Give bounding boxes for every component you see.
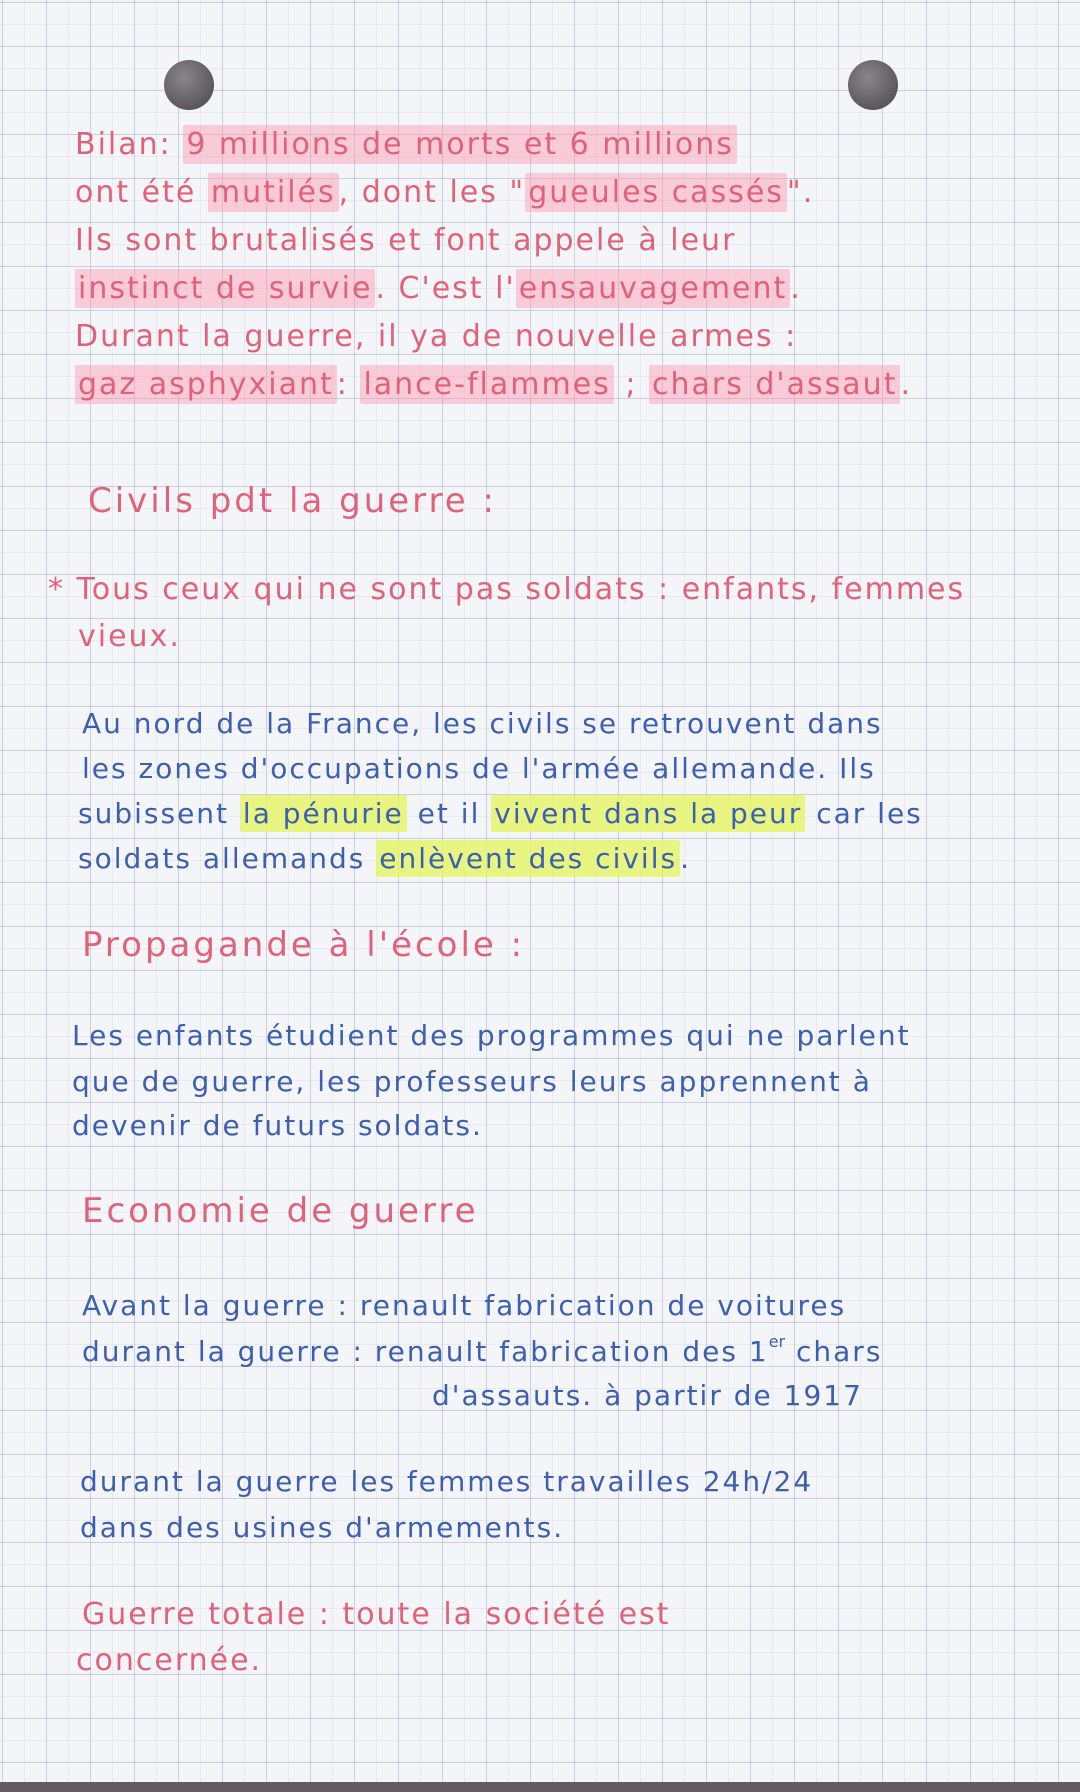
- bilan-text: . C'est l': [375, 271, 516, 306]
- bilan-text: Ils sont brutalisés et font appele à leur: [75, 223, 737, 258]
- propagande-line-3: devenir de futurs soldats.: [72, 1109, 483, 1142]
- guerre-totale-line-1: Guerre totale : toute la société est: [82, 1597, 671, 1632]
- civils-text: car les: [805, 797, 923, 830]
- civils-paragraph-line-1: Au nord de la France, les civils se retrouvent dans: [82, 707, 883, 740]
- bilan-highlight-ensauvagement: ensauvagement: [516, 269, 791, 308]
- economie-line-4: durant la guerre les femmes travailles 24h/24: [80, 1465, 814, 1498]
- bilan-line-3: [75, 223, 737, 258]
- economie-text: durant la guerre : renault fabrication des 1: [82, 1335, 769, 1368]
- bilan-text: ont été: [75, 175, 208, 210]
- binder-hole-left: [164, 60, 214, 110]
- bilan-line-2: [75, 175, 815, 210]
- bilan-colon: :: [159, 127, 184, 162]
- bilan-highlight-lance-flammes: lance-flammes: [360, 365, 613, 404]
- bilan-text: ".: [786, 175, 815, 210]
- propagande-line-2: que de guerre, les professeurs leurs apprennent à: [72, 1065, 872, 1098]
- civils-text: .: [680, 842, 691, 875]
- propagande-heading: Propagande à l'école :: [82, 925, 526, 965]
- civils-highlight-enlevent: enlèvent des civils: [376, 840, 680, 877]
- civils-text: subissent: [78, 797, 240, 830]
- economie-line-1: Avant la guerre : renault fabrication de voitures: [82, 1289, 847, 1322]
- civils-heading: Civils pdt la guerre :: [88, 481, 497, 521]
- civils-text: soldats allemands: [78, 842, 377, 875]
- economie-text: chars: [785, 1335, 883, 1368]
- civils-highlight-penurie: la pénurie: [240, 795, 407, 832]
- bilan-text: Durant la guerre, il ya de nouvelle armes :: [75, 319, 798, 354]
- bilan-text: .: [790, 271, 802, 306]
- propagande-line-1: Les enfants étudient des programmes qui ne parlent: [72, 1019, 911, 1052]
- bilan-line-5: [75, 319, 798, 354]
- bilan-text: :: [336, 367, 361, 402]
- bilan-highlight-deaths: 9 millions de morts et 6 millions: [183, 125, 737, 164]
- civils-paragraph-line-4: [78, 842, 691, 875]
- bilan-highlight-mutiles: mutilés: [208, 173, 339, 212]
- bilan-text: , dont les ": [338, 175, 526, 210]
- bilan-line-1: [75, 127, 737, 162]
- bilan-highlight-chars: chars d'assaut: [649, 365, 901, 404]
- bilan-line-6: [75, 367, 913, 402]
- bilan-text: .: [900, 367, 913, 402]
- economie-line-5: dans des usines d'armements.: [80, 1511, 565, 1544]
- bilan-highlight-instinct: instinct de survie: [75, 269, 375, 308]
- guerre-totale-line-2: concernée.: [76, 1643, 263, 1678]
- bilan-label: Bilan: [75, 127, 160, 162]
- economie-heading: Economie de guerre: [82, 1191, 479, 1231]
- civils-text: et il: [406, 797, 492, 830]
- economie-line-2: [82, 1334, 882, 1366]
- civils-definition-line-2: vieux.: [78, 619, 181, 654]
- bilan-highlight-gaz: gaz asphyxiant: [75, 365, 337, 404]
- civils-paragraph-line-2: les zones d'occupations de l'armée allemande. Ils: [82, 752, 876, 785]
- civils-definition-line-1: * Tous ceux qui ne sont pas soldats : enfants, femmes: [48, 572, 966, 607]
- civils-highlight-peur: vivent dans la peur: [491, 795, 805, 832]
- bilan-line-4: [75, 271, 802, 306]
- binder-hole-right: [848, 60, 898, 110]
- civils-paragraph-line-3: [78, 797, 923, 830]
- bilan-highlight-gueules: gueules cassés: [525, 173, 787, 212]
- economie-line-3: d'assauts. à partir de 1917: [432, 1379, 863, 1412]
- bilan-text: ;: [613, 367, 649, 402]
- economie-superscript: er: [768, 1332, 786, 1351]
